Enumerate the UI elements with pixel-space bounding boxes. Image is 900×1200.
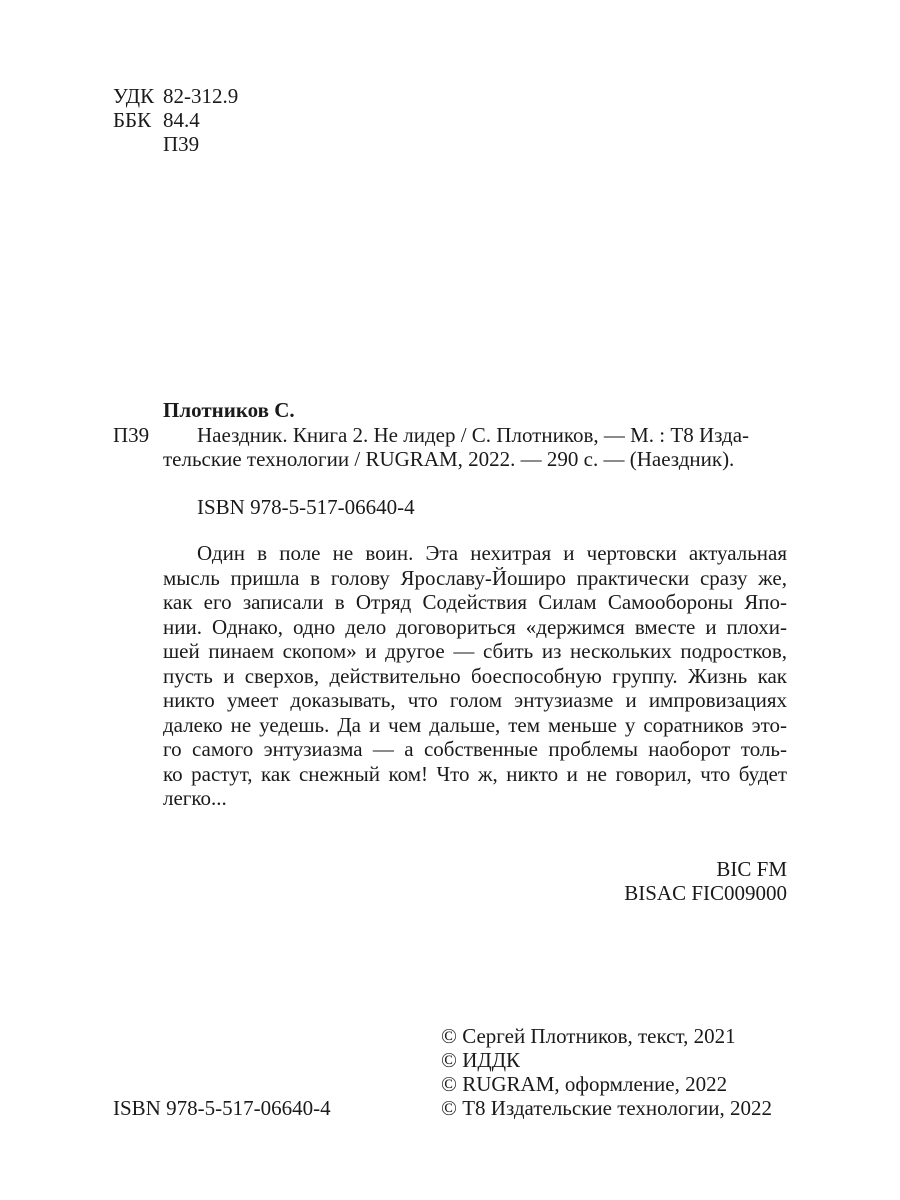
annotation-line: го самого энтузиазма — а собственные проблемы наоборот толь- bbox=[163, 737, 787, 761]
entry-sign: П39 bbox=[113, 423, 150, 447]
author-sign: П39 bbox=[163, 132, 200, 156]
entry-author: Плотников С. bbox=[163, 398, 295, 422]
copyright-line: © ИДДК bbox=[441, 1048, 521, 1072]
annotation-line: нии. Однако, одно дело договориться «держимся вместе и плохи- bbox=[163, 614, 787, 639]
annotation-line: далеко не уедешь. Да и чем дальше, тем меньше у соратников это- bbox=[163, 712, 787, 737]
entry-description-line-1: Наездник. Книга 2. Не лидер / С. Плотников, — М. : Т8 Изда- bbox=[197, 423, 750, 447]
annotation-line: никто умеет доказывать, что голом энтузиазме и импровизациях bbox=[163, 688, 787, 712]
annotation-line: Один в поле не воин. Эта нехитрая и чертовски актуальная bbox=[197, 541, 787, 565]
annotation-line: легко... bbox=[163, 786, 227, 810]
copyright-line: © Т8 Издательские технологии, 2022 bbox=[441, 1096, 772, 1120]
copyright-line: © Сергей Плотников, текст, 2021 bbox=[441, 1024, 736, 1048]
annotation-paragraph bbox=[163, 541, 787, 811]
bbk-label: ББК bbox=[113, 108, 152, 132]
annotation-line: как его записали в Отряд Содействия Силам Самообороны Япо- bbox=[163, 590, 787, 614]
bbk-value: 84.4 bbox=[163, 108, 200, 132]
udk-label: УДК bbox=[113, 84, 155, 108]
footer-isbn: ISBN 978-5-517-06640-4 bbox=[113, 1096, 331, 1120]
bic-code: BIC FM bbox=[716, 857, 787, 881]
copyright-line: © RUGRAM, оформление, 2022 bbox=[441, 1072, 728, 1096]
annotation-line: ко растут, как снежный ком! Что ж, никто и не говорил, что будет bbox=[163, 761, 787, 786]
udk-value: 82-312.9 bbox=[163, 84, 239, 108]
entry-description-line-2: тельские технологии / RUGRAM, 2022. — 290 с. — (Наездник). bbox=[163, 447, 735, 471]
entry-isbn: ISBN 978-5-517-06640-4 bbox=[197, 495, 415, 519]
annotation-line: шей пинаем скопом» и другое — сбить из нескольких подростков, bbox=[163, 639, 787, 663]
annotation-line: пусть и сверхов, действительно боеспособную группу. Жизнь как bbox=[163, 663, 787, 688]
bisac-code: BISAC FIC009000 bbox=[624, 881, 787, 905]
annotation-line: мысль пришла в голову Ярославу-Йоширо практически сразу же, bbox=[163, 565, 787, 590]
